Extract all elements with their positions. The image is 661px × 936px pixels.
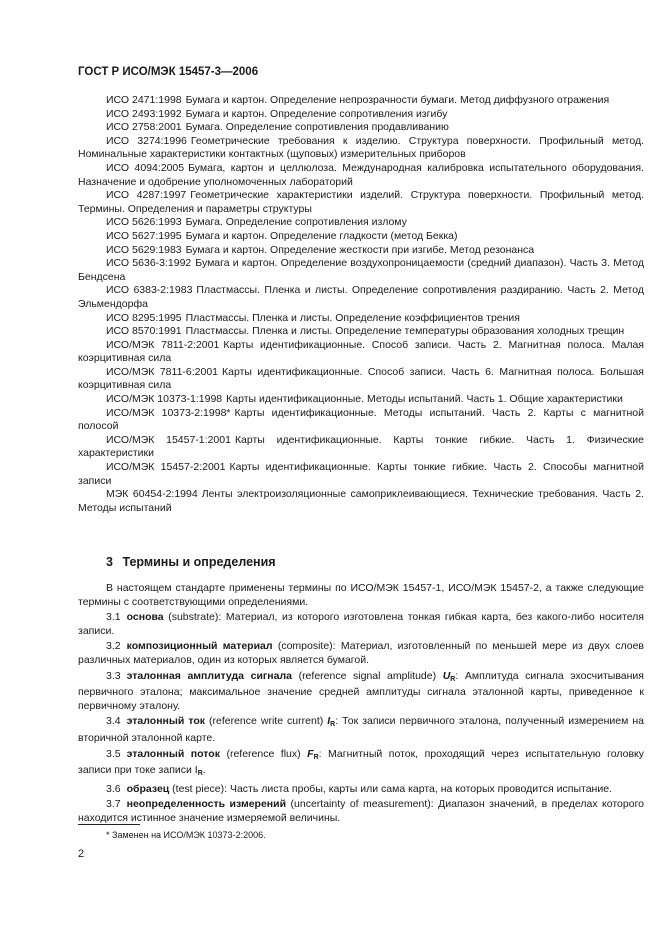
reference-code: ИСО/МЭК 15457-2:2001	[106, 461, 226, 474]
section-title: Термины и определения	[122, 555, 276, 569]
reference-item	[78, 216, 644, 230]
reference-item	[78, 284, 644, 311]
reference-code: ИСО/МЭК 15457-1:2001	[106, 433, 231, 446]
reference-title: Геометрические характеристики изделий. Структура поверхности. Профильный метод. Термины. Определения и параметры структуры	[78, 189, 644, 215]
reference-item	[78, 312, 644, 326]
reference-title: Пластмассы. Пленка и листы. Определение сопротивления раздиранию. Часть 2. Метод Эльмендорфа	[78, 284, 644, 310]
reference-item	[78, 135, 644, 162]
term-name: основа	[126, 611, 164, 624]
term-text: : Часть листа пробы, карты или сама карта, на которых проводится испытание.	[224, 782, 612, 795]
term-name: неопределенность измерений	[126, 798, 287, 811]
reference-code: ИСО 5629:1983	[106, 243, 182, 256]
term-symbol	[307, 748, 318, 760]
reference-item	[78, 488, 644, 515]
reference-code: ИСО 4094:2005	[106, 161, 185, 174]
reference-item	[78, 121, 644, 135]
reference-title: Пластмассы. Пленка и листы. Определение температуры образования холодных трещин	[185, 325, 625, 338]
term-name: образец	[126, 782, 170, 795]
term-text: : Материал, изготовленный по меньшей мере из двух слоев различных материалов, один из которых является бумагой.	[78, 640, 644, 666]
reference-code: ИСО/МЭК 10373-1:1998	[106, 393, 223, 406]
term-text: : Диапазон значений, в пределах которого находится истинное значение измеряемой величины.	[78, 798, 645, 824]
term-number: 3.3	[106, 669, 121, 682]
reference-code: МЭК 60454-2:1994	[106, 488, 198, 501]
term-name: эталонная амплитуда сигнала	[126, 669, 292, 682]
reference-title: Карты идентификационные. Способ записи. Часть 2. Магнитная полоса. Малая коэрцитивная сила	[78, 338, 644, 365]
reference-title: Ленты электроизоляционные самоприклеивающиеся. Технические требования. Часть 2. Методы испытаний	[78, 488, 644, 514]
reference-code: ИСО 5636-3:1992	[106, 257, 192, 270]
reference-title: Бумага и картон. Определение воздухопроницаемости (средний диапазон). Часть 3. Метод Бендсена	[78, 257, 644, 283]
term-text: : Материал, из которого изготовлена тонкая гибкая карта, без какого-либо носителя записи.	[78, 611, 644, 637]
term-name: эталонный ток	[126, 715, 205, 728]
reference-title: Карты идентификационные. Методы испытаний. Часть 1. Общие характеристики	[226, 393, 623, 406]
term-english: (test piece)	[169, 782, 225, 795]
reference-code: ИСО 6383-2:1983	[106, 284, 193, 297]
term-symbol	[443, 670, 456, 682]
term-text: : Ток записи первичного эталона, полученный измерением на вторичной эталонной карте.	[78, 715, 644, 744]
term-symbol-subscript: R	[330, 721, 336, 729]
reference-title: Бумага. Определение сопротивления излому	[185, 216, 407, 229]
reference-item	[78, 325, 644, 339]
reference-code: ИСО/МЭК 7811-2:2001	[106, 338, 220, 351]
term-text: : Амплитуда сигнала эхосчитывания первичного эталона; максимальное значение средней амплитуды сигнала эталонной карты, приведенное к первичному эталону.	[78, 669, 644, 712]
term-definition	[78, 715, 644, 745]
term-name: композиционный материал	[126, 640, 273, 653]
footnote-divider	[78, 824, 140, 825]
reference-item	[78, 244, 644, 258]
reference-title: Карты идентификационные. Методы испытаний. Часть 2. Карты с магнитной полосой	[78, 406, 644, 433]
reference-code: ИСО/МЭК 7811-6:2001	[106, 365, 219, 378]
reference-code: ИСО 3274:1996	[106, 134, 187, 147]
reference-title: Бумага и картон. Определение сопротивления изгибу	[185, 107, 448, 120]
reference-code: ИСО 2493:1992	[106, 107, 182, 120]
term-symbol-subscript: R	[313, 753, 319, 761]
term-definition	[78, 670, 644, 714]
reference-item	[78, 230, 644, 244]
term-number: 3.6	[106, 782, 121, 795]
reference-code: ИСО 8295:1995	[106, 311, 182, 324]
reference-title: Геометрические требования к изделию. Структура поверхности. Профильный метод. Номинальные характеристики контактных (щуповых) измерительных приборов	[78, 134, 644, 161]
reference-code: ИСО 5627:1995	[106, 229, 182, 242]
reference-title: Бумага и картон. Определение непрозрачности бумаги. Метод диффузного отражения	[185, 94, 610, 106]
term-text-subscript: R	[197, 770, 203, 778]
reference-title: Карты идентификационные. Способ записи. Часть 6. Магнитная полоса. Большая коэрцитивная сила	[78, 365, 644, 392]
reference-title: Пластмассы. Пленка и листы. Определение коэффициентов трения	[185, 311, 520, 324]
reference-title: Бумага и картон. Определение жесткости при изгибе. Метод резонанса	[185, 243, 535, 256]
term-symbol-subscript: R	[450, 675, 456, 683]
reference-item	[78, 407, 644, 434]
term-name: эталонный поток	[126, 747, 220, 760]
term-number: 3.5	[106, 747, 121, 760]
page-number: 2	[78, 848, 85, 860]
section-intro: В настоящем стандарте применены термины по ИСО/МЭК 15457-1, ИСО/МЭК 15457-2, а также следующие термины с соответствующими определениями.	[78, 582, 644, 608]
term-definition	[78, 748, 644, 781]
section-heading	[106, 556, 276, 570]
term-number: 3.1	[106, 611, 121, 624]
reference-item	[78, 461, 644, 488]
term-english: (reference flux)	[219, 747, 308, 760]
reference-item	[78, 257, 644, 284]
term-number: 3.7	[106, 798, 121, 811]
reference-title: Бумага, картон и целлюлоза. Международная калибровка испытательного оборудования. Назначение и одобрение уполномоченных лабораторий	[78, 161, 644, 188]
reference-code: ИСО 8570:1991	[106, 325, 182, 338]
reference-item	[78, 434, 644, 461]
term-symbol-letter: U	[442, 669, 451, 682]
footnote: * Заменен на ИСО/МЭК 10373-2:2006.	[106, 830, 266, 840]
reference-item	[78, 108, 644, 122]
term-symbol-letter: F	[307, 747, 314, 760]
section-number: 3	[106, 555, 113, 569]
term-text-end: .	[202, 764, 206, 777]
document-header: ГОСТ Р ИСО/МЭК 15457-3—2006	[78, 66, 259, 78]
normative-references-list	[78, 94, 644, 515]
reference-code: ИСО/МЭК 10373-2:1998*	[106, 406, 231, 419]
term-definition	[78, 798, 644, 825]
reference-item	[78, 339, 644, 366]
term-number: 3.2	[106, 640, 121, 653]
reference-code: ИСО 4287:1997	[106, 189, 187, 202]
reference-title: Бумага. Определение сопротивления продавливанию	[185, 121, 449, 134]
term-number: 3.4	[106, 715, 121, 728]
term-definition	[78, 611, 644, 638]
term-english: (uncertainty of measurement)	[286, 798, 431, 811]
reference-item	[78, 393, 644, 407]
reference-code: ИСО 5626:1993	[106, 216, 182, 229]
reference-title: Карты идентификационные. Карты тонкие гибкие. Часть 1. Физические характеристики	[78, 433, 645, 460]
reference-item	[78, 366, 644, 393]
reference-code: ИСО 2471:1998	[106, 94, 182, 106]
terms-list	[78, 611, 644, 825]
reference-title: Бумага и картон. Определение гладкости (метод Бекка)	[185, 229, 458, 242]
term-text: : Магнитный поток, проходящий через испытательную головку записи при токе записи I	[78, 747, 645, 777]
reference-item	[78, 162, 644, 189]
term-definition	[78, 783, 644, 797]
term-english: (reference write current)	[205, 715, 328, 728]
term-english: (reference signal amplitude)	[291, 669, 443, 682]
reference-title: Карты идентификационные. Карты тонкие гибкие. Часть 2. Способы магнитной записи	[78, 461, 644, 487]
term-symbol-letter: I	[327, 715, 331, 728]
term-english: (substrate)	[163, 611, 219, 624]
definitions-block	[78, 582, 644, 828]
reference-code: ИСО 2758:2001	[106, 121, 182, 134]
reference-item	[78, 94, 644, 108]
term-definition	[78, 640, 644, 667]
term-english: (composite)	[272, 640, 333, 653]
reference-item	[78, 189, 644, 216]
